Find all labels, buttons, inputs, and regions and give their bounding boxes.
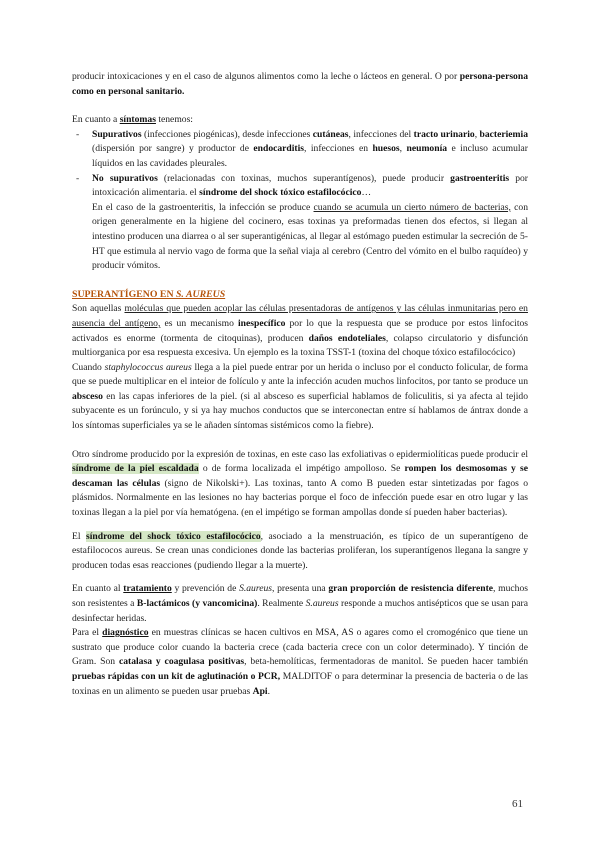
list-item-no-supurativos: - No supurativos (relacionadas con toxinas, muchos superantígenos), puede producir gastroenteritis por intoxicación alimentaria. el síndrome del shock tóxico estafilocócico… En el caso de la gastroenteritis, la infección se produce cuando se acumula un cierto número de bacterias, con origen generalmente en la higiene del cocinero, esas toxinas ya preformadas tienen dos efectos, si llegan al intestino producen una diarrea o al ser superantigénicas, al llegar al estómago pueden estimular la secreción de 5-HT que estimula al nervio vago de forma que la señal viaja al cerebro (Centro del vómito en el bulbo raquídeo) y producir vómitos. xyxy=(72,172,528,274)
list-item-supurativos: - Supurativos (infecciones piogénicas), desde infecciones cutáneas, infecciones del tracto urinario, bacteriemia (dispersión por sangre) y productor de endocarditis, infecciones en huesos, neumonía e incluso acumular líquidos en las cavidades pleurales. xyxy=(76,128,529,169)
bullet-dash: - xyxy=(76,128,80,140)
paragraph-toxic-shock: El síndrome del shock tóxico estafilocócico, asociado a la menstruación, es típico de un superantígeno de estafilococos aureus. Se crean unas condiciones donde las bacterias proliferan, los superantígenos llegana la sangre y producen todas esas reacciones (pudiendo llegar a la muerte). xyxy=(72,530,528,571)
section-title: SUPERANTÍGENO EN S. AUREUS xyxy=(72,288,226,300)
document-body xyxy=(72,70,528,699)
paragraph-scalded-skin: Otro síndrome producido por la expresión de toxinas, en este caso las exfoliativas o epidermiolíticas puede producir el síndrome de la piel escaldada o de forma localizada el impétigo ampolloso. Se rompen los desmosomas y se descaman las células (signo de Nikolski+). Las toxinas, tanto A como B pueden estar sintetizadas por fagos o plásmidos. Normalmente en las lesiones no hay bacterias porque el foco de infección puede esar en otro lugar y las toxinas llegan a la piel por vía hematógena. (en el impétigo se forman ampollas donde sí pueden haber bacterias). xyxy=(72,448,529,519)
paragraph-skin-entry: Cuando staphylococcus aureus llega a la piel puede entrar por un herida o incluso por el conducto folicular, de forma que se puede multiplicar en el inteior de folículo y ante la infección acuden muchos linfocitos, por tanto se produce un absceso en las capas inferiores de la piel. (si al absceso es superficial hablamos de foliculitis, si ya afecta al tejido subyacente es un forúnculo, y si ya hay muchos conductos que se interconectan entre sí hablamos de ántrax donde a los síntomas superficiales ya se le añaden síntomas sistémicos como la fiebre). xyxy=(72,361,528,432)
paragraph-intro: producir intoxicaciones y en el caso de algunos alimentos como la leche o lácteos en general. O por persona-persona como en personal sanitario. xyxy=(72,71,528,97)
paragraph-diagnosis: Para el diagnóstico en muestras clínicas se hacen cultivos en MSA, AS o agares como el cromogénico que tiene un sustrato que produce color cuando la bacteria crece (cada bacteria crece con un color determinado). Y tinción de Gram. Son catalasa y coagulasa positivas, beta-hemolíticas, fermentadoras de manitol. Se pueden hacer también pruebas rápidas con un kit de aglutinación o PCR, MALDITOF o para determinar la presencia de bacteria o de las toxinas en un alimento se pueden usar pruebas Api. xyxy=(72,627,529,697)
symptoms-intro: En cuanto a síntomas tenemos: xyxy=(72,114,193,126)
bullet-dash: - xyxy=(76,172,80,184)
gastroenteritis-detail: En el caso de la gastroenteritis, la infección se produce cuando se acumula un cierto número de bacterias, con origen generalmente en la higiene del cocinero, esas toxinas ya preformadas tienen dos efectos, si llegan al intestino producen una diarrea o al ser superantigénicas, al llegar al estómago pueden estimular la secreción de 5-HT que estimula al nervio vago de forma que la señal viaja al cerebro (Centro del vómito en el bulbo raquídeo) y producir vómitos. xyxy=(92,201,528,272)
paragraph-treatment: En cuanto al tratamiento y prevención de S.aureus, presenta una gran proporción de resistencia diferente, muchos son resistentes a B-lactámicos (y vancomicina). Realmente S.aureus responde a muchos antisépticos que se usan para desinfectar heridas. xyxy=(72,583,528,624)
paragraph-superantigen: Son aquellas moléculas que pueden acoplar las células presentadoras de antígenos y las células inmunitarias pero en ausencia del antígeno, es un mecanismo inespecífico por lo que la respuesta que se produce por estos linfocitos activados es enorme (tormenta de citoquinas), producen daños endoteliales, colapso circulatorio y disfunción multiorganica por esa respuesta excesiva. Un ejemplo es la toxina TSST-1 (toxina del choque tóxico estafilocócico) xyxy=(72,303,529,359)
page-number: 61 xyxy=(512,798,523,810)
